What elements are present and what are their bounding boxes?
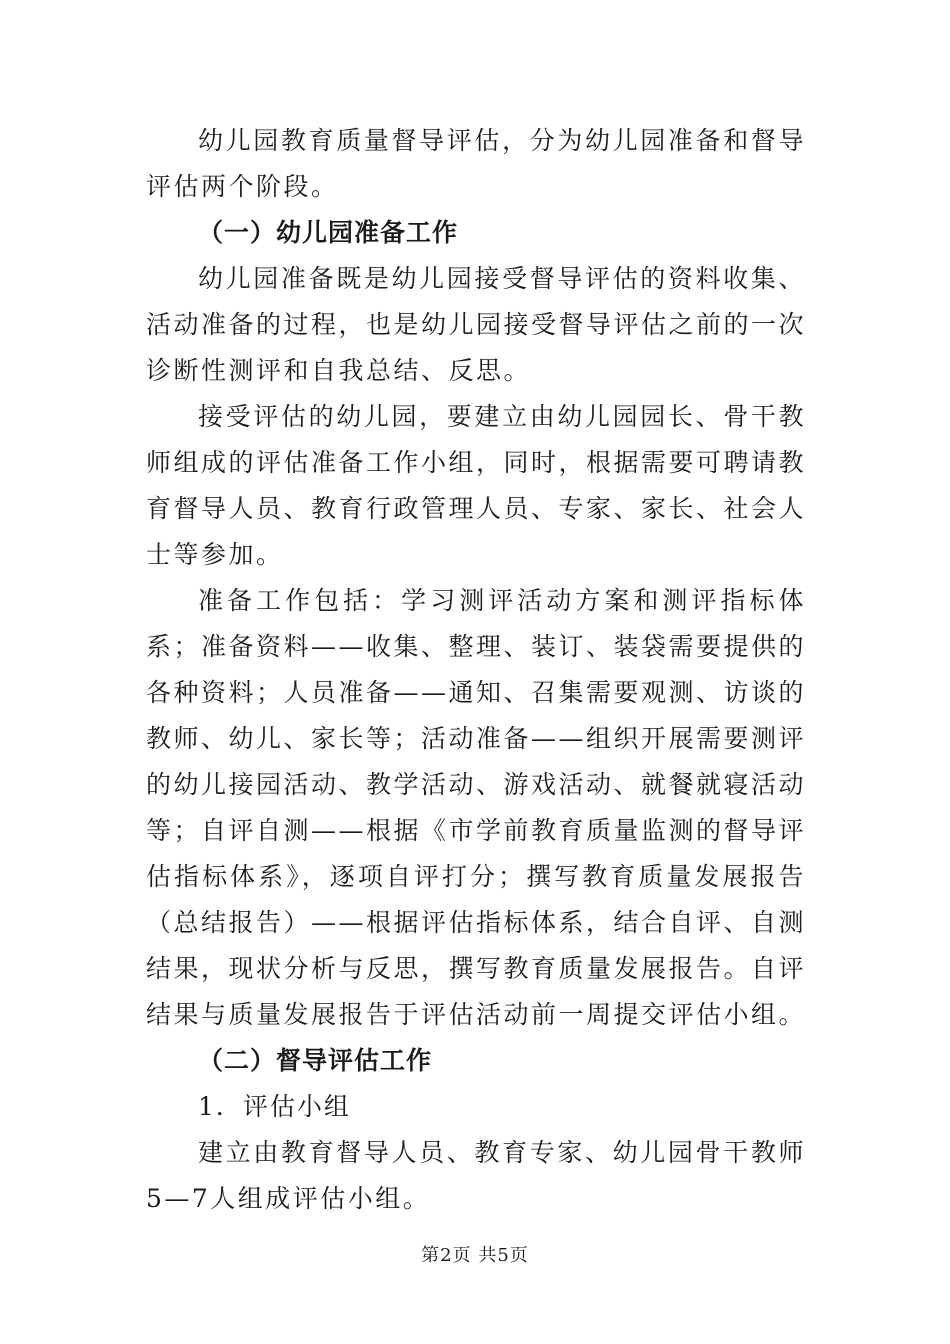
- subsection-item-1: 1．评估小组: [198, 1092, 351, 1121]
- page-number-footer: 第2页 共5页: [421, 1245, 529, 1266]
- paragraph-preparation-tasks: 准备工作包括：学习测评活动方案和测评指标体系；准备资料——收集、整理、装订、装袋需要提供的各种资料；人员准备——通知、召集需要观测、访谈的教师、幼儿、家长等；活动准备——组织开展需要测评的幼儿接园活动、教学活动、游戏活动、就餐就寝活动等；自评自测——根据《市学前教育质量监测的督导评估指标体系》，逐项自评打分；撰写教育质量发展报告（总结报告）——根据评估指标体系，结合自评、自测结果，现状分析与反思，撰写教育质量发展报告。自评结果与质量发展报告于评估活动前一周提交评估小组。: [146, 586, 807, 1029]
- paragraph-preparation-definition: 幼儿园准备既是幼儿园接受督导评估的资料收集、活动准备的过程，也是幼儿园接受督导评估之前的一次诊断性测评和自我总结、反思。: [146, 264, 807, 385]
- document-body: [146, 118, 806, 1222]
- section-heading-2: （二）督导评估工作: [198, 1046, 433, 1075]
- paragraph-intro: 幼儿园教育质量督导评估，分为幼儿园准备和督导评估两个阶段。: [146, 126, 806, 201]
- paragraph-preparation-team: 接受评估的幼儿园，要建立由幼儿园园长、骨干教师组成的评估准备工作小组，同时，根据需要可聘请教育督导人员、教育行政管理人员、专家、家长、社会人士等参加。: [146, 402, 807, 569]
- paragraph-evaluation-team: 建立由教育督导人员、教育专家、幼儿园骨干教师5—7人组成评估小组。: [146, 1138, 806, 1213]
- section-heading-1: （一）幼儿园准备工作: [198, 218, 459, 247]
